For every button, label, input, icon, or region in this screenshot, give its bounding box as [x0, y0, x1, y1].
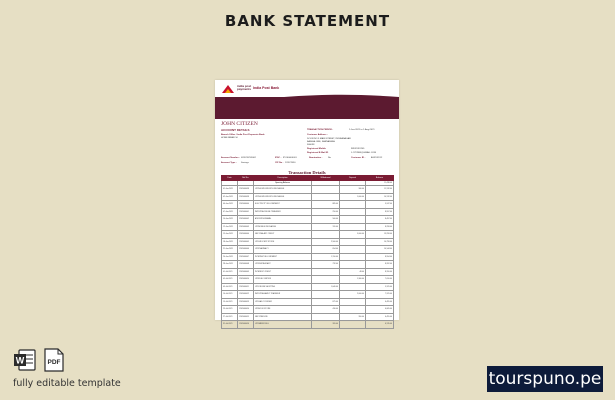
row-withdrawal	[312, 268, 340, 276]
row-description: NEFT/REFUND	[254, 313, 312, 321]
column-header-withdrawal: Withdrawal	[312, 176, 340, 181]
table-row	[222, 208, 394, 216]
word-icon-letter: W	[15, 355, 25, 366]
row-ref: 1262066442	[238, 216, 254, 224]
row-withdrawal: 2,500.00	[312, 238, 340, 246]
account-details-heading: ACCOUNT DETAILS	[221, 128, 250, 132]
row-deposit	[340, 298, 366, 306]
row-withdrawal: 500.00	[312, 216, 340, 224]
ifsc-label: IFSC :	[275, 157, 282, 159]
column-header-date: Date	[222, 176, 238, 181]
row-deposit	[340, 208, 366, 216]
table-row	[222, 261, 394, 269]
table-row	[222, 276, 394, 284]
row-ref: 1262066445	[238, 238, 254, 246]
row-balance: 10,132.00	[366, 193, 394, 201]
row-ref: 1262066441	[238, 208, 254, 216]
row-description: INTEREST CREDIT	[254, 268, 312, 276]
row-balance: 8,994.00	[366, 253, 394, 261]
row-date: 10-Jun-2021	[222, 216, 238, 224]
table-row	[222, 268, 394, 276]
transaction-period: 1-Jun-2021 to 1-Aug-2021	[349, 129, 375, 131]
transaction-period-label: TRANSACTION PERIOD :	[307, 129, 334, 131]
row-withdrawal	[312, 193, 340, 201]
row-date: 15-Jun-2021	[222, 231, 238, 239]
row-date: 09-Jul-2021	[222, 283, 238, 291]
row-withdrawal: 875.00	[312, 298, 340, 306]
row-ref: 1262066455	[238, 313, 254, 321]
row-withdrawal: 430.00	[312, 306, 340, 314]
row-withdrawal	[312, 276, 340, 284]
customer-name: JOHN CITIZEN	[221, 121, 258, 127]
row-description: UPI/GAS CYLINDER	[254, 298, 312, 306]
row-deposit: 390.00	[340, 313, 366, 321]
column-header-balance: Balance	[366, 176, 394, 181]
row-deposit	[340, 216, 366, 224]
word-document-icon[interactable]	[13, 348, 37, 372]
row-description: UPI/NS.PAY/4318/DTH RECHARGE	[254, 193, 312, 201]
row-date: 01-Jul-2021	[222, 268, 238, 276]
table-row	[222, 306, 394, 314]
cif-value: 1XXX7650	[285, 162, 296, 164]
row-description: NEFT/SALARY CREDIT	[254, 231, 312, 239]
address-line-3: 560038	[307, 143, 315, 146]
email-value: J.CITIZEN@GMAIL.COM	[351, 152, 376, 154]
row-deposit: 2,000.00	[340, 291, 366, 299]
row-withdrawal	[312, 231, 340, 239]
table-row	[222, 201, 394, 209]
row-date: 24-Jun-2021	[222, 253, 238, 261]
pdf-icon-label: PDF	[47, 359, 61, 366]
row-description: UPI/MOBILE RECHARGE	[254, 223, 312, 231]
row-withdrawal: 885.00	[312, 201, 340, 209]
row-ref: 1262066448	[238, 261, 254, 269]
row-withdrawal: 320.00	[312, 321, 340, 329]
row-balance: 6,135.00	[366, 321, 394, 329]
branch-label: Branch Office / India Post Payments Bank	[221, 134, 265, 136]
row-balance: 10,144.00	[366, 246, 394, 254]
row-withdrawal: 732.00	[312, 261, 340, 269]
row-deposit	[340, 283, 366, 291]
row-deposit: 1,300.00	[340, 276, 366, 284]
row-deposit	[340, 321, 366, 329]
cif-label: CIF No :	[275, 162, 284, 164]
nomination-label: Nomination :	[309, 157, 323, 159]
table-row	[222, 216, 394, 224]
row-withdrawal	[312, 186, 340, 194]
page-title: BANK STATEMENT	[224, 12, 391, 30]
row-balance: 13,298.00	[366, 231, 394, 239]
row-date: 27-Jul-2021	[222, 313, 238, 321]
logo-brand: India Post Bank	[253, 86, 280, 90]
row-date: 21-Jun-2021	[222, 246, 238, 254]
row-date: 23-Jul-2021	[222, 306, 238, 314]
opening-balance-value: 11,438.00	[366, 181, 394, 186]
row-balance: 8,497.00	[366, 216, 394, 224]
opening-balance-label: Opening Balance	[254, 181, 312, 186]
row-description: UPI/GROCERY STORE	[254, 238, 312, 246]
row-date: 01-Jun-2021	[222, 186, 238, 194]
row-ref: 1262066446	[238, 246, 254, 254]
banner-swoosh	[215, 88, 399, 102]
table-row	[222, 231, 394, 239]
customer-id: AXXXXX12	[371, 157, 383, 159]
row-date: 04-Jun-2021	[222, 201, 238, 209]
table-row	[222, 291, 394, 299]
row-deposit: 306.00	[340, 186, 366, 194]
row-description: UPI/BOOK STORE	[254, 306, 312, 314]
row-ref: 1262066443	[238, 223, 254, 231]
row-deposit	[340, 306, 366, 314]
table-row	[222, 186, 394, 194]
row-balance: 8,262.00	[366, 261, 394, 269]
logo-line-1: india post	[237, 84, 252, 88]
mobile-label: Registered Mobile	[307, 148, 326, 150]
row-date: 18-Jun-2021	[222, 238, 238, 246]
row-date: 31-Jul-2021	[222, 321, 238, 329]
account-number: 0XXXXXX3062	[241, 157, 256, 159]
row-description: IMPS/P2A/ONLINE TRANSFER	[254, 208, 312, 216]
row-balance: 8,997.00	[366, 208, 394, 216]
row-deposit	[340, 223, 366, 231]
row-withdrawal	[312, 313, 340, 321]
row-description: UPI/RESTAURANT	[254, 261, 312, 269]
row-withdrawal: 654.00	[312, 246, 340, 254]
row-description: UPI/FUEL STATION	[254, 276, 312, 284]
row-ref: 1262066438	[238, 193, 254, 201]
row-ref: 1262066456	[238, 321, 254, 329]
row-date: 12-Jun-2021	[222, 223, 238, 231]
table-row	[222, 246, 394, 254]
row-balance: 9,247.00	[366, 201, 394, 209]
table-row	[222, 223, 394, 231]
table-row	[222, 313, 394, 321]
row-description: UPI/ONLINE SHOPPING	[254, 283, 312, 291]
transaction-table	[221, 175, 394, 329]
row-date: 14-Jul-2021	[222, 291, 238, 299]
row-balance: 6,455.00	[366, 313, 394, 321]
row-deposit: 48.00	[340, 268, 366, 276]
ifsc-value: IPOS0000001	[283, 157, 297, 159]
account-type-label: Account Type :	[221, 162, 237, 164]
row-description: UPI/WATER BILL	[254, 321, 312, 329]
column-header-ref: Ref No.	[238, 176, 254, 181]
row-withdrawal	[312, 291, 340, 299]
row-balance: 7,370.00	[366, 291, 394, 299]
mobile-value: 98XXXXX245	[351, 148, 365, 150]
table-row	[222, 253, 394, 261]
row-balance: 8,310.00	[366, 268, 394, 276]
row-date: 07-Jun-2021	[222, 208, 238, 216]
row-balance: 8,298.00	[366, 223, 394, 231]
row-withdrawal: 199.00	[312, 223, 340, 231]
row-balance: 5,370.00	[366, 283, 394, 291]
column-header-description: Description	[254, 176, 312, 181]
address-line-2: BANGALORE, KARNATAKA	[307, 140, 335, 143]
row-withdrawal: 1,640.00	[312, 283, 340, 291]
row-deposit	[340, 201, 366, 209]
row-deposit	[340, 238, 366, 246]
row-description: UPI/PHARMACY	[254, 246, 312, 254]
branch-name: HOME BRANCH	[221, 137, 238, 139]
row-ref: 1262066450	[238, 276, 254, 284]
transaction-details-title: Transaction Details	[288, 170, 326, 175]
row-ref: 1262066447	[238, 253, 254, 261]
row-ref: 1262066454	[238, 306, 254, 314]
row-description: UPI/NS.PAY/4318/DTH RECHARGE	[254, 186, 312, 194]
row-date: 28-Jun-2021	[222, 261, 238, 269]
row-ref: 1262066453	[238, 298, 254, 306]
row-withdrawal: 1,150.00	[312, 253, 340, 261]
row-ref: 1262066451	[238, 283, 254, 291]
logo-line-2: payments	[237, 87, 252, 92]
email-label: Registered E-Mail ID	[307, 152, 329, 154]
row-balance: 6,065.00	[366, 306, 394, 314]
editable-caption: fully editable template	[13, 378, 121, 389]
row-ref: 1262066444	[238, 231, 254, 239]
nomination-value: No	[328, 157, 331, 159]
row-ref: 1262066452	[238, 291, 254, 299]
row-ref: 1262066449	[238, 268, 254, 276]
table-row	[222, 193, 394, 201]
row-deposit	[340, 246, 366, 254]
row-deposit	[340, 253, 366, 261]
row-balance: 7,010.00	[366, 276, 394, 284]
brand-badge[interactable]: tourspuno.pe	[487, 366, 603, 392]
row-description: ELECTRICITY BILL PAYMENT	[254, 201, 312, 209]
table-row	[222, 283, 394, 291]
statement-document	[215, 80, 399, 326]
row-balance: 11,132.00	[366, 186, 394, 194]
row-deposit: 5,000.00	[340, 231, 366, 239]
row-date: 02-Jun-2021	[222, 193, 238, 201]
table-row	[222, 238, 394, 246]
row-balance: 6,495.00	[366, 298, 394, 306]
row-withdrawal: 250.00	[312, 208, 340, 216]
table-row	[222, 321, 394, 329]
row-deposit	[340, 261, 366, 269]
column-header-deposit: Deposit	[340, 176, 366, 181]
address-line-1: DOOR NO 5 MAIN STREET, INDIRANAGAR	[307, 137, 351, 140]
row-date: 05-Jul-2021	[222, 276, 238, 284]
row-description: INTERNET BILL PAYMENT	[254, 253, 312, 261]
row-description: ATM WITHDRAWAL	[254, 216, 312, 224]
row-ref: 1262066438	[238, 186, 254, 194]
row-date: 19-Jul-2021	[222, 298, 238, 306]
row-ref: 1262066440	[238, 201, 254, 209]
row-description: IMPS/P2A/FAMILY TRANSFER	[254, 291, 312, 299]
table-row	[222, 298, 394, 306]
account-number-label: Account Number :	[221, 157, 240, 159]
account-type: Savings	[241, 162, 249, 164]
address-label: Customer Address :	[307, 134, 328, 136]
customer-id-label: Customer ID :	[351, 157, 366, 159]
row-balance: 10,798.00	[366, 238, 394, 246]
pdf-document-icon[interactable]	[43, 348, 65, 372]
row-deposit: 1,000.00	[340, 193, 366, 201]
